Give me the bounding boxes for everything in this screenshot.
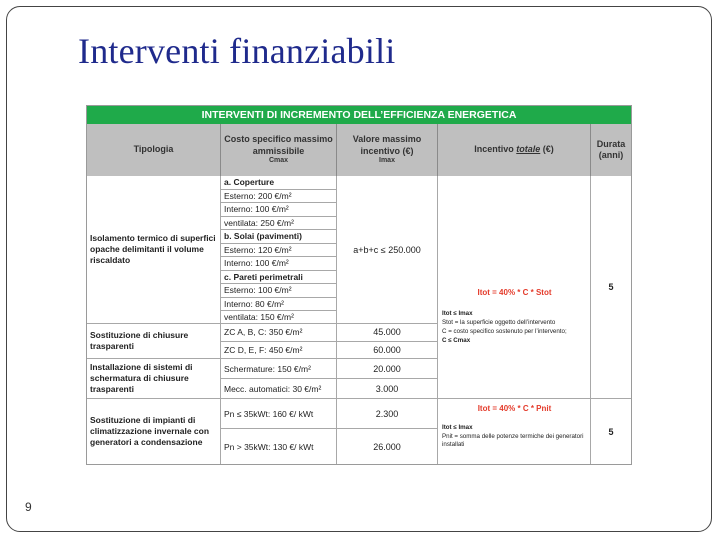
incentive-note: Stot = la superficie oggetto dell’intervento [442,319,556,326]
durata-value: 5 [608,426,614,437]
incentive-note: C = costo specifico sostenuto per l’intervento; [442,328,567,335]
cost-item: c. Pareti perimetrali [221,271,337,285]
cost-item: ZC D, E, F: 450 €/m² [221,342,337,360]
durata-value: 5 [591,176,631,399]
cost-item: ventilata: 150 €/m² [221,311,337,324]
header-durata: Durata (anni) [591,124,631,176]
incentive-table [86,105,632,465]
slide-title: Interventi finanziabili [78,31,396,71]
incentive-formula: Itot = 40% * C * Stot [477,288,552,297]
page-number: 9 [25,500,32,514]
incentive-formula-cell [438,176,591,399]
cost-item: Esterno: 200 €/m² [221,190,337,204]
max-value: 45.000 [337,324,438,342]
cost-item: Pn > 35kWt: 130 €/ kWt [221,429,337,464]
cost-item: Esterno: 120 €/m² [221,244,337,258]
max-value: 20.000 [337,359,438,379]
cost-item: Mecc. automatici: 30 €/m² [221,379,337,399]
cost-item: Interno: 100 €/m² [221,203,337,217]
incentive-note: Itot ≤ Imax [442,310,473,317]
max-value: 2.300 [337,399,438,429]
header-tipologia: Tipologia [87,124,221,176]
max-isolamento: a+b+c ≤ 250.000 [337,176,438,324]
incentive-note: Pnit = somma delle potenze termiche dei generatori installati [442,433,584,449]
incentive-formula: Itot = 40% * C * Pnit [477,404,552,413]
cost-item: Interno: 100 €/m² [221,257,337,271]
incentive-note: C ≤ Cmax [442,337,471,344]
incentive-formula-cell-2 [438,399,591,464]
cost-item: Esterno: 100 €/m² [221,284,337,298]
table-title: INTERVENTI DI INCREMENTO DELL’EFFICIENZA ENERGETICA [87,106,631,124]
header-costo: Costo specifico massimo ammissibile Cmax [221,124,337,176]
cost-item: Schermature: 150 €/m² [221,359,337,379]
cost-item: ZC A, B, C: 350 €/m² [221,324,337,342]
cost-item: Interno: 80 €/m² [221,298,337,312]
cost-item: Pn ≤ 35kWt: 160 €/ kWt [221,399,337,429]
cost-item: a. Coperture [221,176,337,190]
header-valore: Valore massimo incentivo (€) Imax [337,124,438,176]
header-incentivo: Incentivo totale (€) [438,124,591,176]
row-label-impianti: Sostituzione di impianti di climatizzazione invernale con generatori a condensazione [87,399,221,464]
incentive-note: Itot ≤ Imax [442,424,473,431]
row-label-schermatura: Installazione di sistemi di schermatura di chiusure trasparenti [87,359,221,399]
max-value: 3.000 [337,379,438,399]
max-value: 26.000 [337,429,438,464]
row-label-chiusure: Sostituzione di chiusure trasparenti [87,324,221,359]
cost-item: ventilata: 250 €/m² [221,217,337,231]
max-value: 60.000 [337,342,438,360]
row-label-isolamento: Isolamento termico di superfici opache delimitanti il volume riscaldato [87,176,221,324]
cost-item: b. Solai (pavimenti) [221,230,337,244]
